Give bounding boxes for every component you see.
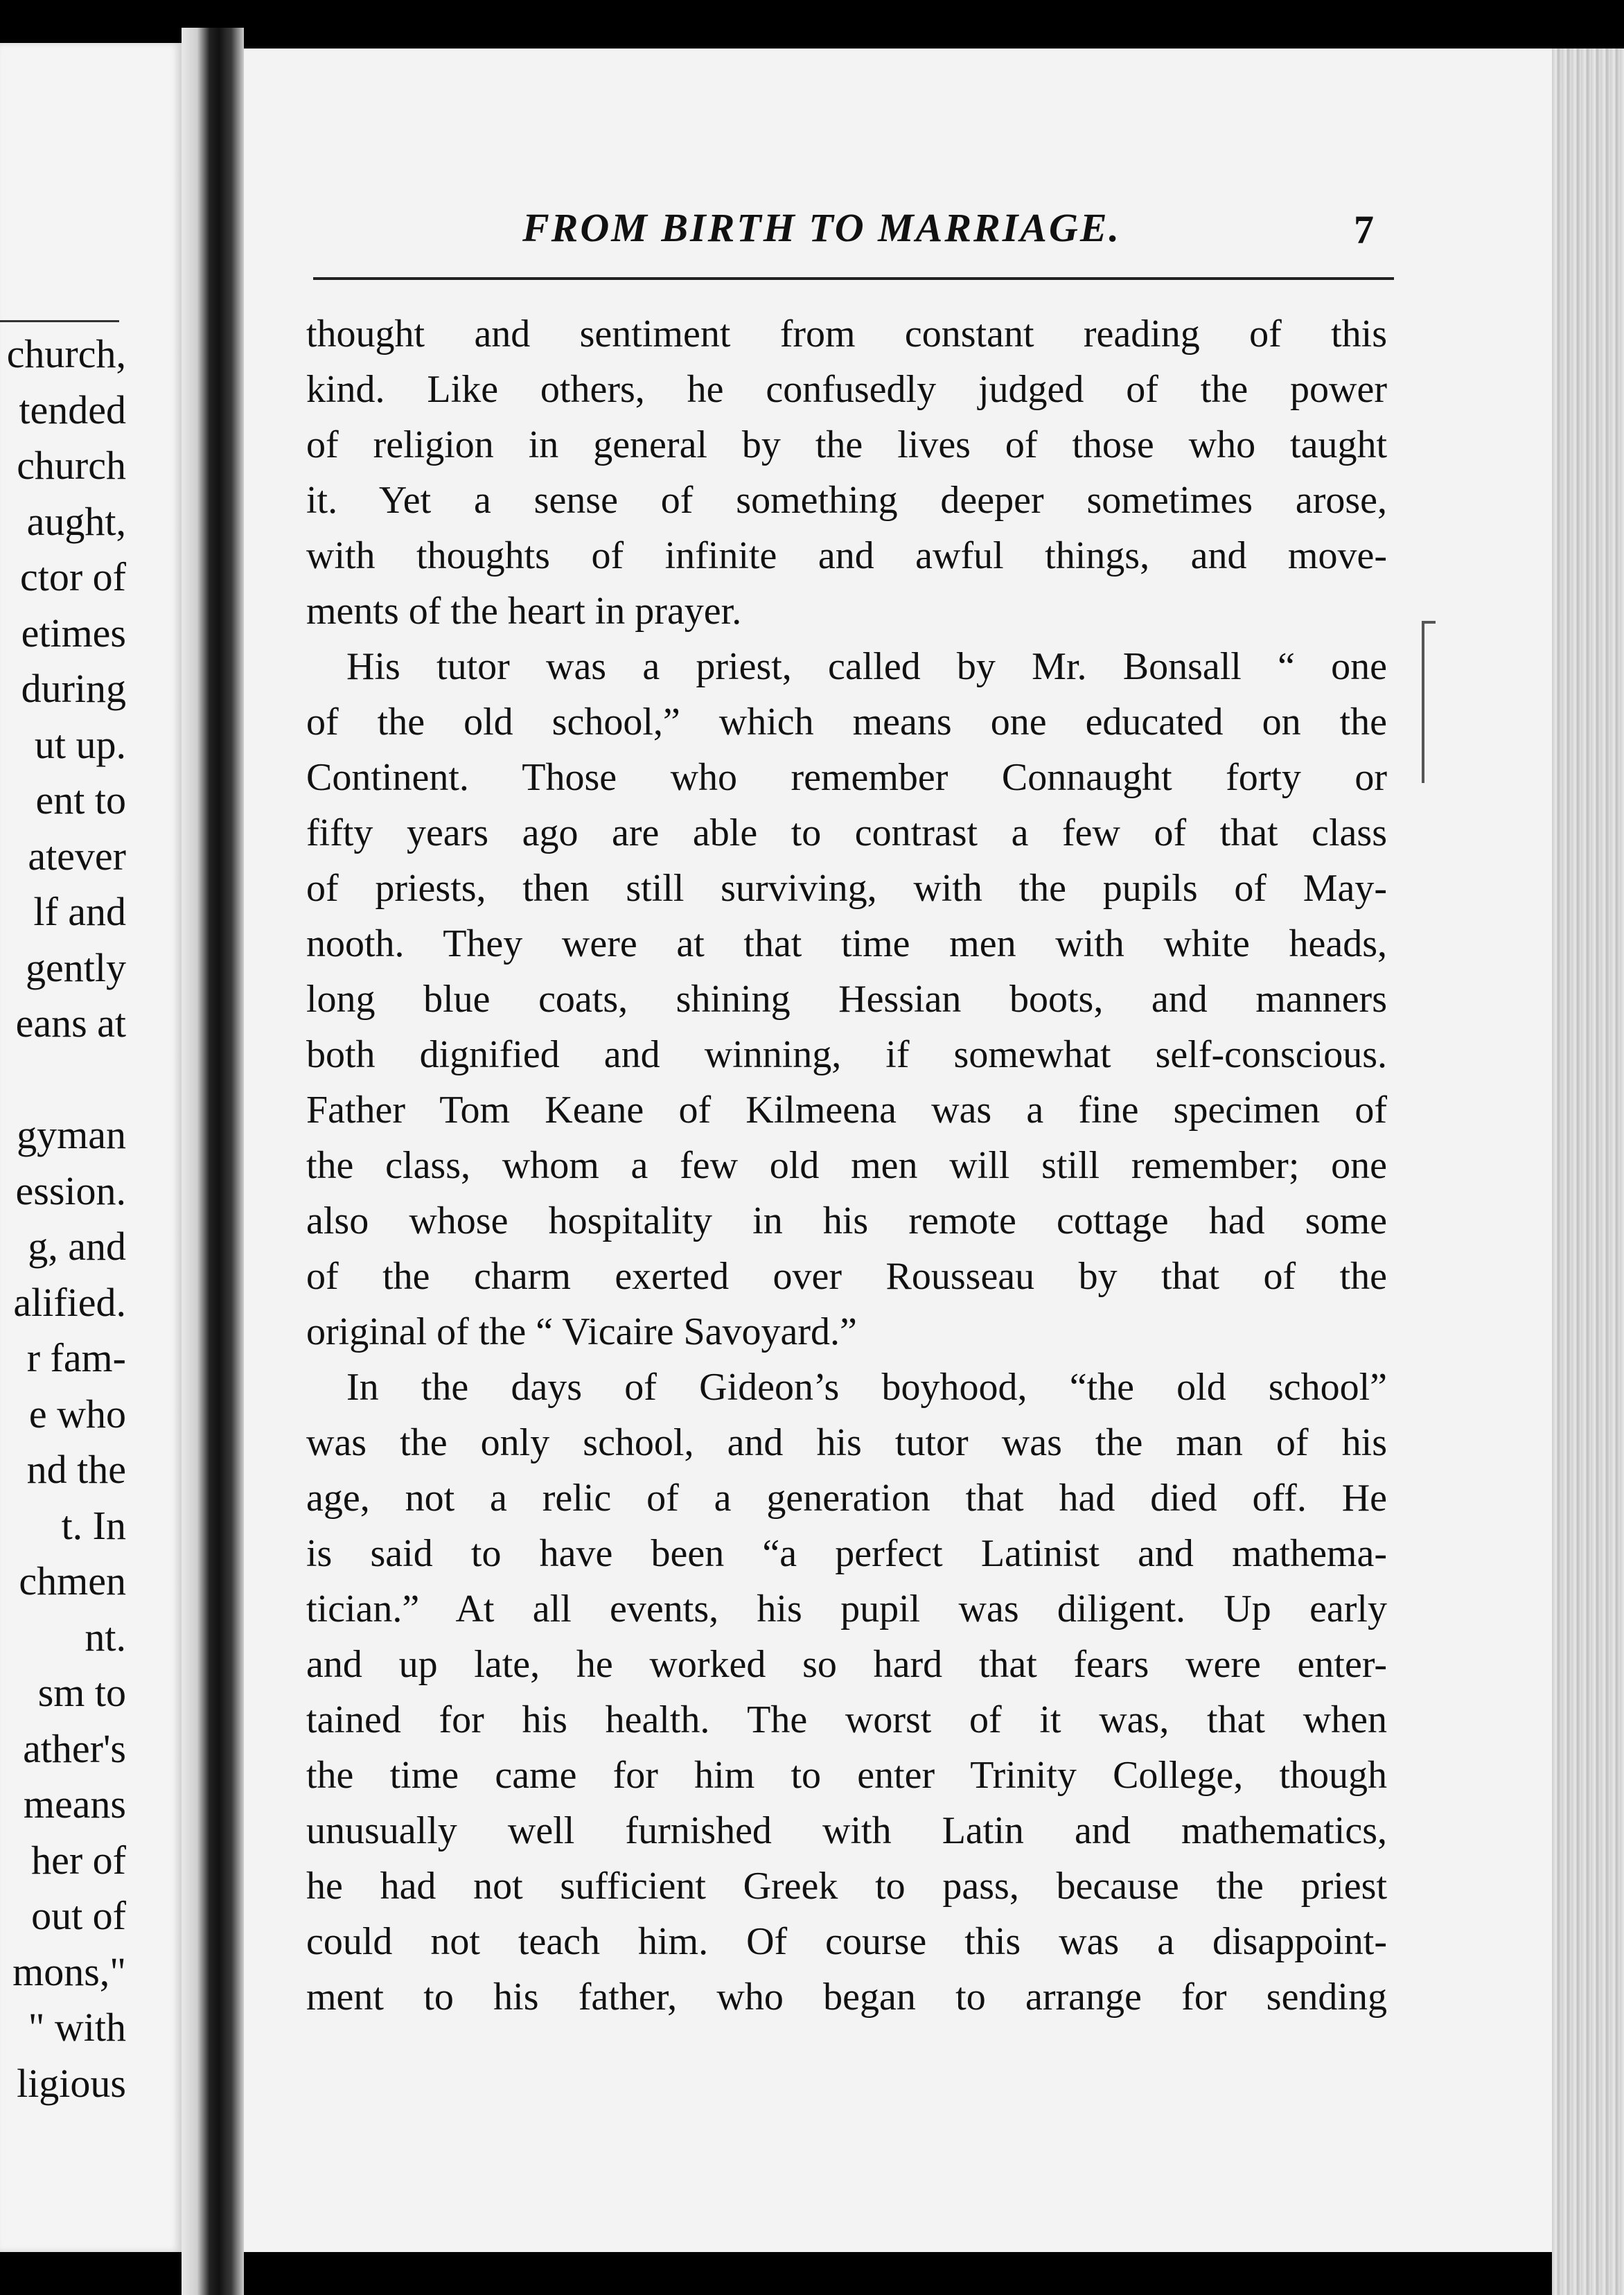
left-page-fragment: alified. [13,1279,126,1325]
text-line: with thoughts of infinite and awful things, and move- [306,534,1387,577]
text-line: he had not sufficient Greek to pass, because the priest [306,1865,1387,1908]
book-gutter [182,28,244,2295]
text-line: tained for his health. The worst of it was, that when [306,1698,1387,1741]
left-page-fragment: ligious [17,2060,126,2106]
right-page [244,49,1585,2252]
left-page-fragment: gyman [17,1112,126,1157]
text-line: also whose hospitality in his remote cottage had some [306,1199,1387,1242]
left-page-fragment: her of [31,1837,126,1883]
left-page-fragment: etimes [21,610,126,656]
left-page-fragment: " with [28,2005,126,2050]
left-page-fragment: ctor of [20,554,126,599]
left-page-fragment: tended [19,387,126,432]
body-text [306,306,1387,2025]
text-line: both dignified and winning, if somewhat self-conscious. [306,1033,1387,1076]
page-number: 7 [1354,207,1374,252]
text-line: and up late, he worked so hard that fears were enter- [306,1643,1387,1686]
header-rule [313,277,1394,280]
text-line: of the charm exerted over Rousseau by that of the [306,1255,1387,1298]
text-line: is said to have been “a perfect Latinist and mathema- [306,1532,1387,1575]
left-page-fragment: ather's [23,1725,126,1771]
text-line: Continent. Those who remember Connaught forty or [306,756,1387,799]
left-page-fragment: out of [31,1893,126,1938]
left-page-fragment: e who [28,1391,126,1436]
text-line: kind. Like others, he confusedly judged of the power [306,368,1387,411]
text-line: ments of the heart in prayer. [306,590,742,633]
text-line: thought and sentiment from constant reading of this [306,313,1387,355]
left-page-fragment: church, [6,331,126,376]
left-page-fragment: sm to [37,1670,126,1715]
left-page-fragment: lf and [33,889,126,934]
text-line: it. Yet a sense of something deeper sometimes arose, [306,479,1387,522]
left-page-fragment: mons," [12,1949,126,1994]
text-line: ment to his father, who began to arrange for sending [306,1976,1387,2019]
text-line: fifty years ago are able to contrast a few of that class [306,811,1387,854]
left-page [0,43,182,2252]
text-line: age, not a relic of a generation that had died off. He [306,1477,1387,1520]
margin-mark [1422,624,1424,783]
page-edges [1552,49,1624,2295]
left-page-fragment: nt. [85,1614,126,1660]
text-line: In the days of Gideon’s boyhood, “the old school” [346,1366,1387,1409]
text-line: unusually well furnished with Latin and mathematics, [306,1809,1387,1852]
text-line: tician.” At all events, his pupil was diligent. Up early [306,1588,1387,1630]
text-line: the time came for him to enter Trinity College, though [306,1754,1387,1797]
left-page-fragment: nd the [26,1447,126,1492]
left-page-fragment: ent to [35,777,126,823]
left-page-fragment: eans at [15,1001,126,1046]
text-line: of religion in general by the lives of those who taught [306,423,1387,466]
left-page-fragment: chmen [19,1558,126,1603]
left-page-fragment: t. In [61,1502,126,1548]
text-line: could not teach him. Of course this was a disappoint- [306,1920,1387,1963]
left-page-fragment: aught, [26,498,126,544]
left-page-fragment: means [23,1782,126,1827]
left-page-fragment: church [17,443,126,488]
left-page-rule [0,320,119,322]
left-page-fragment: atever [28,833,126,879]
text-line: nooth. They were at that time men with white heads, [306,922,1387,965]
running-title: FROM BIRTH TO MARRIAGE. [522,205,1122,250]
text-line: of the old school,” which means one educated on the [306,701,1387,744]
text-line: Father Tom Keane of Kilmeena was a fine specimen of [306,1089,1387,1132]
text-line: His tutor was a priest, called by Mr. Bonsall “ one [346,645,1387,688]
left-page-fragment: g, and [28,1224,126,1269]
left-page-fragment: ut up. [34,721,126,767]
left-page-fragment: gently [26,944,126,990]
left-page-fragment: r fam- [26,1335,126,1380]
left-page-fragment: during [21,666,126,711]
text-line: long blue coats, shining Hessian boots, and manners [306,978,1387,1021]
text-line: the class, whom a few old men will still remember; one [306,1144,1387,1187]
text-line: was the only school, and his tutor was the man of his [306,1421,1387,1464]
text-line: original of the “ Vicaire Savoyard.” [306,1310,857,1353]
text-line: of priests, then still surviving, with the pupils of May- [306,867,1387,910]
left-page-fragment: ession. [15,1168,126,1213]
